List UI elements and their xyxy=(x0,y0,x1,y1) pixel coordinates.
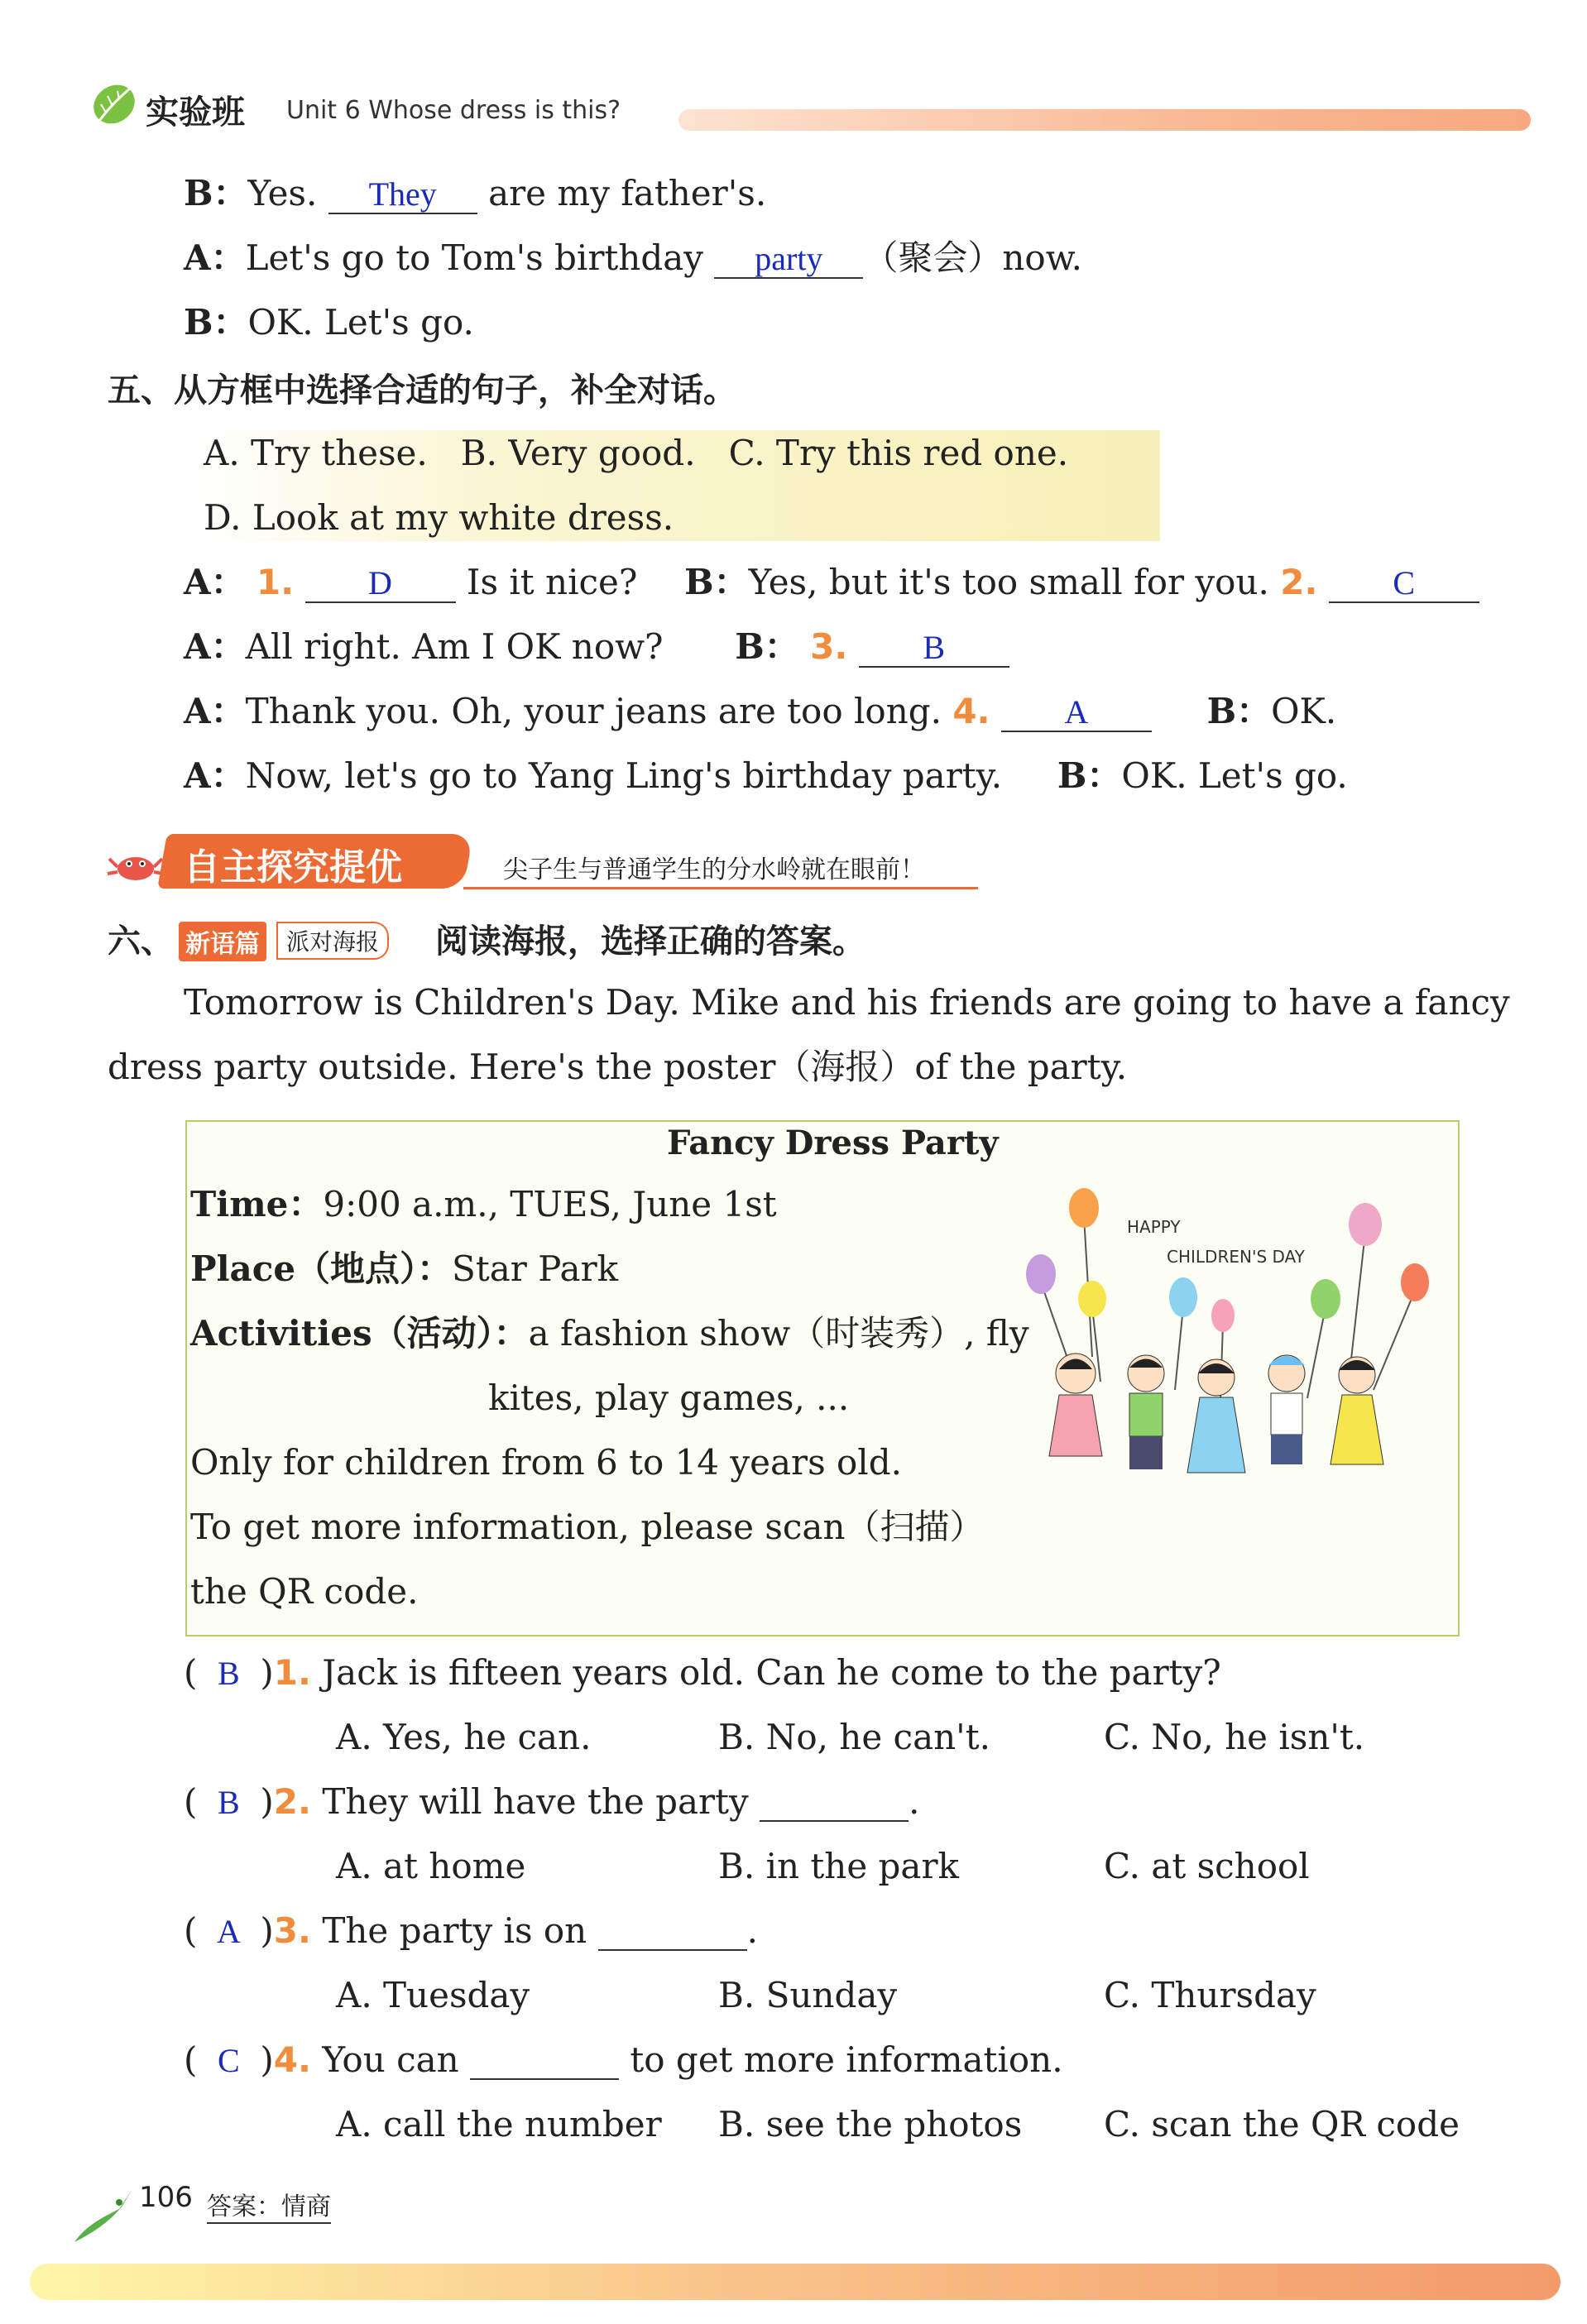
dialogue-text: OK. Let's go. xyxy=(1121,755,1348,796)
poster-value: kites, play games, ... xyxy=(488,1378,850,1418)
footer-answer: 答案：情商 xyxy=(207,2186,331,2224)
speaker-label: B： xyxy=(1206,691,1272,731)
poster-label: Activities（活动）： xyxy=(190,1313,529,1354)
dialogue-text: All right. Am I OK now? xyxy=(245,626,664,667)
question-number: 4. xyxy=(273,2039,311,2080)
option-b: B. in the park xyxy=(718,1846,959,1886)
answer-blank[interactable]: party xyxy=(714,241,863,279)
option-b: B. see the photos xyxy=(718,2104,1023,2144)
banner-subtitle: 尖子生与普通学生的分水岭就在眼前！ xyxy=(503,855,925,884)
dialogue-line xyxy=(184,753,1348,799)
poster-info-line: To get more information, please scan（扫描） xyxy=(190,1507,985,1547)
poster-time xyxy=(190,1181,777,1228)
answer-blank[interactable]: C xyxy=(1329,565,1479,603)
question-row: ( B )1. Jack is fifteen years old. Can he come to the party? xyxy=(184,1650,1221,1697)
question-text: Jack is fifteen years old. Can he come to the party? xyxy=(322,1652,1221,1693)
leaf-logo-icon xyxy=(89,79,139,129)
crab-icon xyxy=(106,842,165,885)
dialogue-text: Let's go to Tom's birthday xyxy=(245,237,703,278)
question-text: to get more information. xyxy=(630,2039,1063,2080)
option-c: C. No, he isn't. xyxy=(1104,1717,1365,1757)
answer-blank[interactable]: They xyxy=(328,176,477,214)
dialogue-line xyxy=(184,688,1336,735)
new-text-tag: 新语篇 xyxy=(179,922,266,961)
question-blank xyxy=(598,1913,747,1951)
speaker-label: A： xyxy=(184,755,246,796)
question-number: 4. xyxy=(952,691,990,731)
question-row: ( C )4. You can to get more information. xyxy=(184,2037,1063,2084)
dialogue-text: Yes, but it's too small for you. xyxy=(748,562,1269,602)
option-c: C. at school xyxy=(1104,1846,1310,1886)
speaker-label: A： xyxy=(184,237,246,278)
poster-activities xyxy=(190,1311,1029,1357)
dialogue-text: Now, let's go to Yang Ling's birthday party. xyxy=(245,755,1003,796)
answer-blank[interactable]: A xyxy=(1001,694,1152,732)
footer-decoration-bar xyxy=(30,2264,1561,2300)
dialogue-text: OK. xyxy=(1271,691,1337,731)
option-b: B. No, he can't. xyxy=(718,1717,990,1757)
question-text: . xyxy=(909,1781,920,1822)
option-a: A. Tuesday xyxy=(336,1975,530,2015)
illustration-text: CHILDREN'S DAY xyxy=(1167,1247,1305,1267)
intro-text: Tomorrow is Children's Day. Mike and his friends are going to have a fancy xyxy=(184,982,1510,1023)
choice-answer[interactable]: A xyxy=(216,1913,241,1950)
question-number: 2. xyxy=(273,1781,311,1822)
intro-text: dress party outside. Here's the poster（海报）of the party. xyxy=(108,1047,1128,1087)
section-6-prefix: 六、 xyxy=(108,922,174,961)
question-blank xyxy=(470,2042,619,2080)
bird-logo-icon xyxy=(70,2184,136,2247)
poster-title: Fancy Dress Party xyxy=(667,1124,999,1162)
speaker-label: B： xyxy=(184,173,248,213)
tag-subtitle: 派对海报 xyxy=(276,922,389,960)
unit-title: Unit 6 Whose dress is this? xyxy=(286,96,621,125)
dialogue-text: are my father's. xyxy=(488,173,767,213)
banner-title: 自主探究提优 xyxy=(184,846,402,889)
speaker-label: A： xyxy=(184,626,246,667)
option-b: B. Sunday xyxy=(718,1975,898,2015)
section-5-title: 五、从方框中选择合适的句子，补全对话。 xyxy=(108,371,736,410)
option-c: C. Thursday xyxy=(1104,1975,1316,2015)
question-blank xyxy=(760,1784,909,1822)
dialogue-text: （聚会）now. xyxy=(863,237,1083,278)
poster-value: Star Park xyxy=(452,1248,619,1289)
dialogue-line xyxy=(184,559,1479,606)
choice-answer[interactable]: B xyxy=(218,1784,240,1821)
brand-title: 实验班 xyxy=(146,93,245,132)
answer-blank[interactable]: B xyxy=(859,630,1009,668)
dialogue-text: OK. Let's go. xyxy=(247,302,474,343)
speaker-label: B： xyxy=(684,562,749,602)
dialogue-line xyxy=(184,235,1082,281)
question-row: ( B )2. They will have the party . xyxy=(184,1779,919,1826)
option-a: A. Yes, he can. xyxy=(336,1717,592,1757)
dialogue-text: Is it nice? xyxy=(466,562,638,602)
choice-answer[interactable]: C xyxy=(218,2042,240,2079)
dialogue-line xyxy=(184,170,766,217)
illustration-text: HAPPY xyxy=(1127,1217,1181,1237)
question-number: 1. xyxy=(273,1652,311,1693)
banner-underline xyxy=(463,887,978,889)
speaker-label: B： xyxy=(735,626,799,667)
dialogue-text: Thank you. Oh, your jeans are too long. xyxy=(245,691,942,731)
options-line: D. Look at my white dress. xyxy=(204,497,674,538)
choice-answer[interactable]: B xyxy=(218,1655,240,1692)
speaker-label: B： xyxy=(1057,755,1122,796)
header-decoration-bar xyxy=(678,109,1531,131)
question-text: You can xyxy=(322,2039,459,2080)
option-a: A. at home xyxy=(336,1846,526,1886)
dialogue-text: Yes. xyxy=(247,173,318,213)
poster-place xyxy=(190,1246,618,1292)
dialogue-line xyxy=(184,299,474,346)
question-number: 3. xyxy=(810,626,848,667)
section-6-title: 阅读海报，选择正确的答案。 xyxy=(435,922,865,961)
speaker-label: B： xyxy=(184,302,248,343)
poster-value: 9:00 a.m., TUES, June 1st xyxy=(323,1184,777,1224)
poster-label: Place（地点）： xyxy=(190,1248,453,1289)
question-text: The party is on xyxy=(322,1910,587,1951)
question-number: 3. xyxy=(273,1910,311,1951)
question-number: 2. xyxy=(1280,562,1318,602)
poster-info-line: the QR code. xyxy=(190,1571,419,1612)
answer-blank[interactable]: D xyxy=(305,565,456,603)
option-c: C. scan the QR code xyxy=(1104,2104,1460,2144)
poster-value: a fashion show（时装秀）, fly xyxy=(528,1313,1029,1354)
poster-age-line: Only for children from 6 to 14 years old. xyxy=(190,1442,902,1483)
question-text: They will have the party xyxy=(322,1781,749,1822)
dialogue-line xyxy=(184,624,1009,670)
speaker-label: A： xyxy=(184,562,246,602)
poster-label: Time： xyxy=(190,1184,324,1224)
options-line: A. Try these. B. Very good. C. Try this red one. xyxy=(204,433,1069,473)
children-balloons-illustration xyxy=(1009,1167,1440,1514)
question-number: 1. xyxy=(256,562,295,602)
question-text: . xyxy=(746,1910,758,1951)
speaker-label: A： xyxy=(184,691,246,731)
option-a: A. call the number xyxy=(336,2104,662,2144)
question-row: ( A )3. The party is on . xyxy=(184,1908,758,1955)
page-number: 106 xyxy=(139,2181,193,2214)
